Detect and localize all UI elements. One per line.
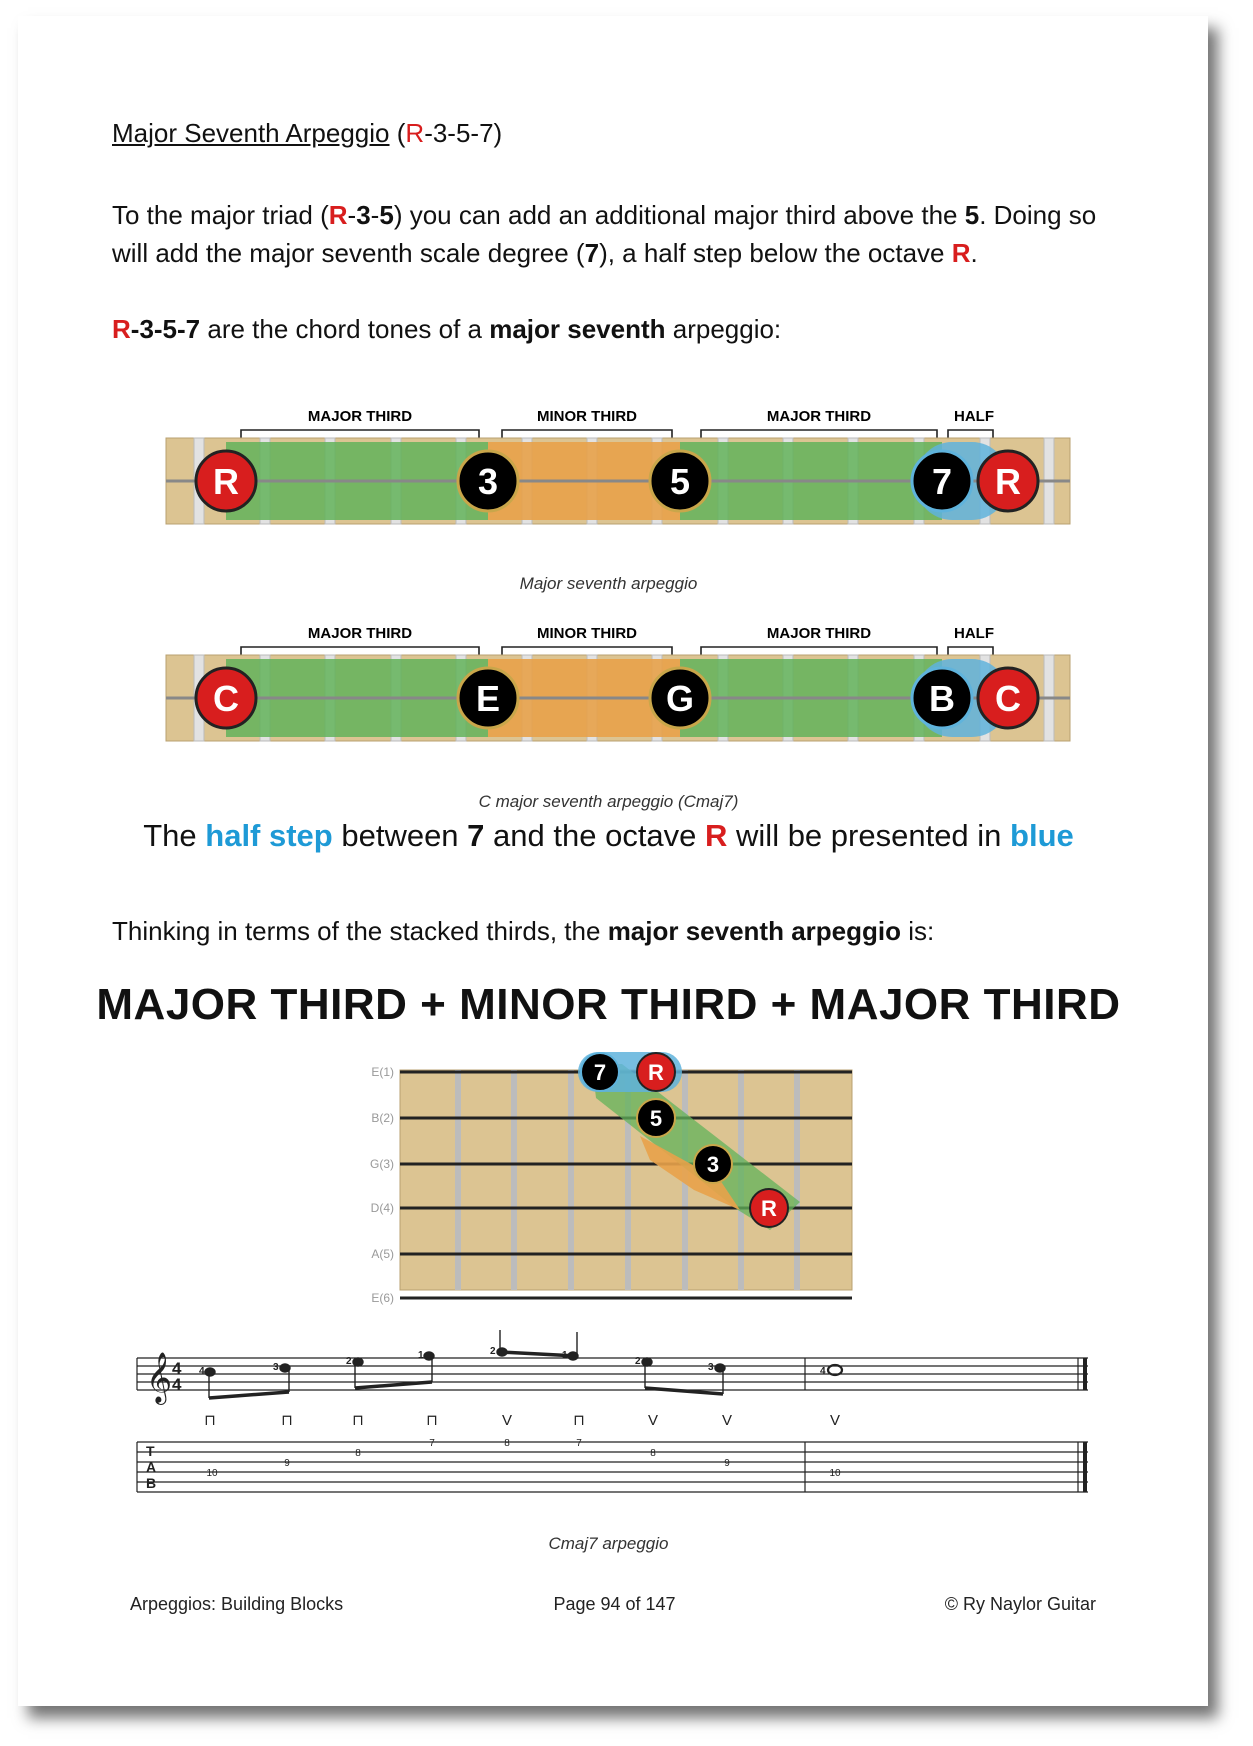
p1-period: . bbox=[970, 238, 978, 268]
tab-fret-6: 7 bbox=[576, 1438, 582, 1449]
footer-page-number: Page 94 of 147 bbox=[553, 1594, 676, 1614]
tab-fret-1: 10 bbox=[206, 1468, 218, 1479]
svg-text:G: G bbox=[665, 678, 695, 719]
note-e bbox=[458, 668, 518, 728]
p2-root: R bbox=[112, 314, 131, 344]
chord-tones-paragraph bbox=[112, 314, 781, 345]
svg-text:R: R bbox=[995, 461, 1021, 502]
tab-fret-7: 8 bbox=[650, 1448, 656, 1459]
time-signature-bottom: 4 bbox=[172, 1375, 182, 1394]
note-fifth bbox=[650, 451, 710, 511]
pick-stroke-8: V bbox=[721, 1412, 733, 1429]
svg-text:C: C bbox=[213, 678, 239, 719]
svg-text:7: 7 bbox=[931, 461, 953, 502]
svg-text:3: 3 bbox=[706, 1152, 720, 1177]
tab-fret-2: 9 bbox=[284, 1458, 290, 1469]
notation-and-tab bbox=[0, 1330, 1253, 1510]
p1-dash-1: - bbox=[347, 200, 357, 230]
p2-text-1: are the chord tones of a bbox=[200, 314, 490, 344]
bracket-label-major-third-2: MAJOR THIRD bbox=[766, 408, 872, 425]
string-label-4: D(4) bbox=[370, 1201, 394, 1215]
heading-formula-rest: -3-5-7) bbox=[424, 118, 503, 148]
neck-note-root bbox=[750, 1189, 788, 1227]
pick-stroke-6: ⊓ bbox=[573, 1412, 585, 1429]
p3-bold: major seventh arpeggio bbox=[607, 916, 901, 946]
bracket-label-half: HALF bbox=[954, 408, 994, 425]
p1-seven: 7 bbox=[584, 238, 600, 268]
footer-copyright: © Ry Naylor Guitar bbox=[944, 1594, 1096, 1614]
pick-stroke-5: V bbox=[501, 1412, 513, 1429]
fingering-9: 4 bbox=[820, 1366, 826, 1377]
section-heading bbox=[112, 118, 502, 149]
p1-text-2: ) you can add an additional major third above the bbox=[393, 200, 965, 230]
tab-fret-3: 8 bbox=[355, 1448, 361, 1459]
center-root: R bbox=[705, 818, 728, 853]
pick-stroke-2: ⊓ bbox=[281, 1412, 293, 1429]
p2-text-2: arpeggio: bbox=[665, 314, 782, 344]
note-c-1 bbox=[196, 668, 256, 728]
note-b bbox=[912, 668, 972, 728]
stacked-thirds-paragraph bbox=[112, 916, 934, 947]
notation-caption: Cmaj7 arpeggio bbox=[548, 1534, 669, 1553]
tab-fret-8: 9 bbox=[724, 1458, 730, 1469]
note-g bbox=[650, 668, 710, 728]
time-signature-top: 4 bbox=[172, 1359, 182, 1378]
diagram2-caption: C major seventh arpeggio (Cmaj7) bbox=[478, 792, 739, 811]
neck-note-fifth bbox=[637, 1099, 675, 1137]
tab-fret-9: 10 bbox=[829, 1468, 841, 1479]
fingering-1: 4 bbox=[199, 1366, 205, 1377]
svg-text:R: R bbox=[213, 461, 239, 502]
p3-text-1: Thinking in terms of the stacked thirds, the bbox=[112, 916, 608, 946]
center-seven: 7 bbox=[467, 818, 485, 853]
p1-dash-2: - bbox=[370, 200, 380, 230]
p3-text-2: is: bbox=[901, 916, 935, 946]
center-blue: blue bbox=[1010, 818, 1074, 853]
p1-five-2: 5 bbox=[964, 200, 980, 230]
intro-paragraph bbox=[112, 196, 1112, 272]
bracket-label-minor-third: MINOR THIRD bbox=[537, 625, 637, 642]
note-c-octave bbox=[978, 668, 1038, 728]
bracket-label-major-third-2: MAJOR THIRD bbox=[766, 625, 872, 642]
pick-stroke-3: ⊓ bbox=[352, 1412, 364, 1429]
pick-stroke-9: V bbox=[829, 1412, 841, 1429]
neck-note-seventh bbox=[581, 1053, 619, 1091]
pick-stroke-1: ⊓ bbox=[204, 1412, 216, 1429]
tab-letter-a: A bbox=[146, 1459, 157, 1475]
svg-text:5: 5 bbox=[669, 461, 691, 502]
bracket-label-minor-third: MINOR THIRD bbox=[537, 408, 637, 425]
neck-note-root-octave bbox=[637, 1053, 675, 1091]
pick-stroke-4: ⊓ bbox=[426, 1412, 438, 1429]
neck-note-third bbox=[694, 1145, 732, 1183]
center-text-3: and the octave bbox=[484, 818, 706, 853]
svg-text:C: C bbox=[995, 678, 1021, 719]
p2-formula: -3-5-7 bbox=[130, 314, 201, 344]
note-root-octave bbox=[978, 451, 1038, 511]
tab-fret-4: 7 bbox=[429, 1438, 435, 1449]
string-label-3: G(3) bbox=[370, 1157, 394, 1171]
fingering-7: 2 bbox=[635, 1356, 641, 1367]
p1-text-4: ), a half step below the octave bbox=[599, 238, 952, 268]
fingering-5: 2 bbox=[490, 1346, 496, 1357]
p2-bold: major seventh bbox=[489, 314, 666, 344]
string-label-2: B(2) bbox=[371, 1111, 394, 1125]
fingering-8: 3 bbox=[708, 1362, 714, 1373]
string-label-5: A(5) bbox=[371, 1247, 394, 1261]
note-root-1 bbox=[196, 451, 256, 511]
treble-clef-icon: 𝄞 bbox=[146, 1353, 173, 1402]
fingering-6: 1 bbox=[562, 1350, 568, 1361]
fingering-4: 1 bbox=[418, 1350, 424, 1361]
fretboard-diagram bbox=[0, 1050, 1253, 1320]
svg-text:3: 3 bbox=[477, 461, 499, 502]
note-seventh bbox=[912, 451, 972, 511]
svg-text:5: 5 bbox=[649, 1106, 663, 1131]
p1-three: 3 bbox=[356, 200, 371, 230]
svg-text:R: R bbox=[648, 1060, 664, 1085]
heading-formula-root: R bbox=[405, 118, 425, 148]
heading-title: Major Seventh Arpeggio bbox=[112, 118, 390, 148]
p1-root-2: R bbox=[951, 238, 971, 268]
svg-text:R: R bbox=[761, 1196, 777, 1221]
center-text-4: will be presented in bbox=[727, 818, 1011, 853]
footer-book-title: Arpeggios: Building Blocks bbox=[130, 1594, 344, 1614]
diagram1-caption: Major seventh arpeggio bbox=[519, 574, 698, 593]
stacked-thirds-title: MAJOR THIRD + MINOR THIRD + MAJOR THIRD bbox=[96, 980, 1121, 1029]
heading-formula-open: ( bbox=[389, 118, 406, 148]
svg-text:7: 7 bbox=[593, 1060, 607, 1085]
string-label-1: E(1) bbox=[371, 1065, 394, 1079]
p1-root: R bbox=[328, 200, 348, 230]
string-label-6: E(6) bbox=[371, 1291, 394, 1305]
interval-diagram-notes bbox=[0, 613, 1253, 753]
bracket-label-half: HALF bbox=[954, 625, 994, 642]
note-third bbox=[458, 451, 518, 511]
interval-diagram-degrees bbox=[0, 396, 1253, 536]
fingering-3: 2 bbox=[346, 1356, 352, 1367]
tab-fret-5: 8 bbox=[504, 1438, 510, 1449]
fingering-2: 3 bbox=[273, 1362, 279, 1373]
pick-stroke-7: V bbox=[647, 1412, 659, 1429]
p1-five: 5 bbox=[379, 200, 394, 230]
center-half-step: half step bbox=[205, 818, 333, 853]
svg-text:B: B bbox=[929, 678, 955, 719]
center-text-1: The bbox=[143, 818, 206, 853]
half-step-note bbox=[0, 818, 1235, 854]
center-text-2: between bbox=[332, 818, 468, 853]
bracket-label-major-third-1: MAJOR THIRD bbox=[307, 408, 413, 425]
tab-letter-t: T bbox=[146, 1443, 155, 1459]
tab-letter-b: B bbox=[146, 1475, 157, 1491]
bracket-label-major-third-1: MAJOR THIRD bbox=[307, 625, 413, 642]
p1-text-3: . Doing so will add the major seventh scale degree ( bbox=[112, 200, 1097, 268]
p1-text-1: To the major triad ( bbox=[112, 200, 329, 230]
svg-text:E: E bbox=[475, 678, 501, 719]
